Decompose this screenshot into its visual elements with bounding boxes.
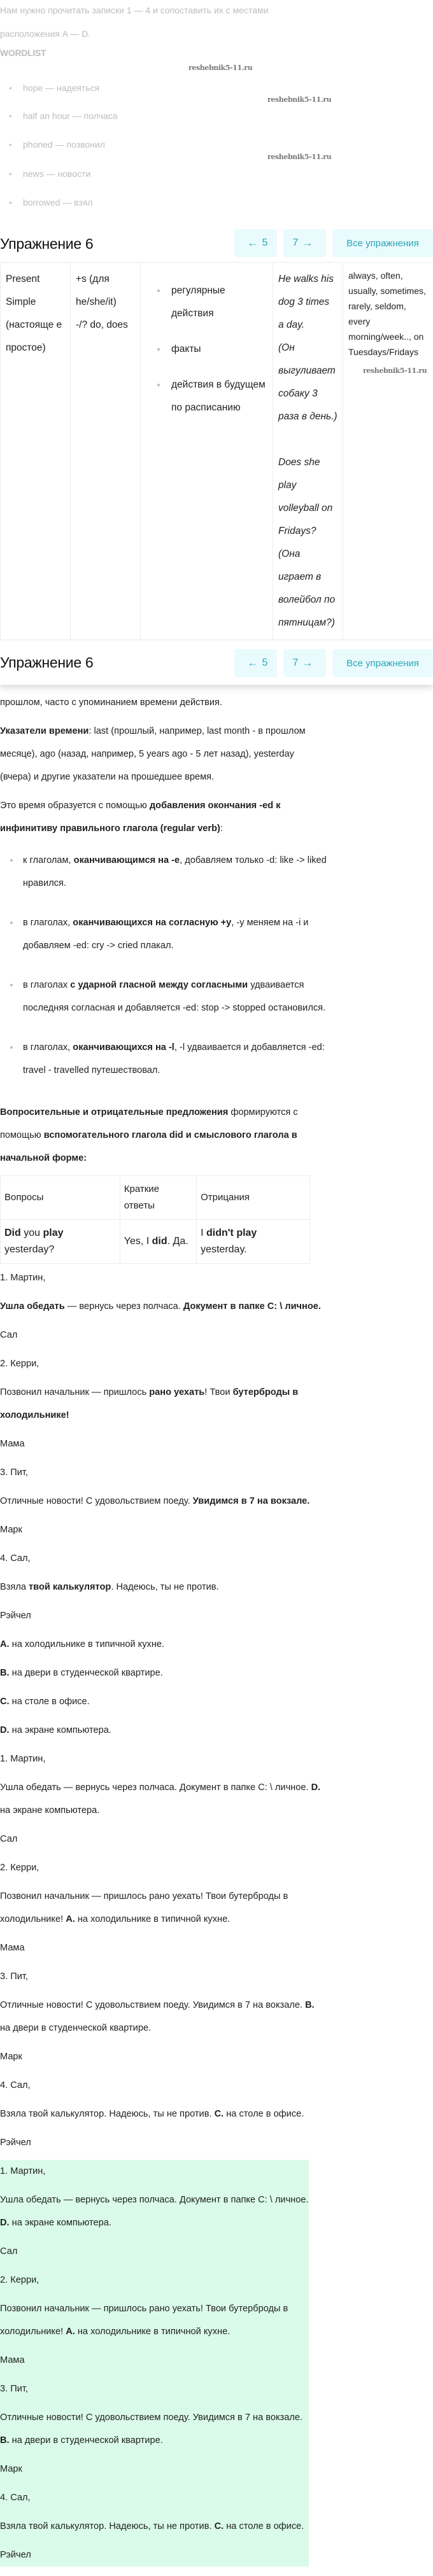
exercise-header (0, 227, 433, 262)
text-run: , добавляем только -d: like -> liked нравился. (23, 855, 327, 888)
time-markers-cell: always, often, usually, sometimes, rarely, seldom, every morning/week.., on Tuesdays/Fridays (343, 263, 433, 640)
text-run: . Надеюсь, ты не против. (111, 1582, 219, 1592)
text-run: на экране компьютера. (0, 1805, 100, 1816)
bold-text: B. (0, 1668, 10, 1678)
paragraph (0, 1776, 325, 1822)
text-run: формируются с помощью (0, 1107, 298, 1140)
text-run: на двери в студенческой квартире. (9, 2435, 163, 2446)
text-run: Взяла (0, 1582, 29, 1592)
bullet-icon: • (9, 197, 12, 207)
text-run: 3. Пит, (0, 1971, 28, 1982)
bold-text: оканчивающихся на согласную +y (73, 918, 232, 928)
text-run: на столе в офисе. (224, 2521, 304, 2531)
text-run: : (220, 823, 223, 834)
text-run: . Да. (167, 1236, 188, 1247)
bold-text: did (152, 1236, 167, 1247)
intro-text: расположения A — D. (0, 29, 91, 39)
bold-text: Вопросительные и отрицательные предложения (0, 1107, 229, 1117)
text-run: — вернусь через полчаса. (64, 1301, 183, 1312)
paragraph (0, 2349, 309, 2372)
intro-text: Нам нужно прочитать записки 1 — 4 и сопоставить их с местами (0, 5, 269, 15)
paragraph (0, 1576, 325, 1599)
text-run: в глаголах, (23, 1042, 73, 1053)
wordlist-title: WORDLIST (0, 48, 46, 58)
text-run: 4. Сал, (0, 2493, 31, 2503)
prev-label: 5 (262, 657, 268, 668)
text-run: Отличные новости! С удовольствием поеду. (0, 1496, 193, 1506)
bold-text: A. (66, 2327, 75, 2337)
bullet-icon: • (9, 139, 12, 150)
next-exercise-button[interactable] (283, 229, 326, 257)
text-run: Позвонил начальник — пришлось рано уехать! Твои бутерброды в холодильнике! (0, 1891, 288, 1924)
text-run: на холодильнике в типичной кухне. (75, 1914, 231, 1924)
text-run: на экране компьютера. (9, 2218, 111, 2228)
text-run: на холодильнике в типичной кухне. (75, 2327, 231, 2337)
prev-label: 5 (262, 237, 268, 248)
paragraph (0, 1662, 325, 1684)
text-run: Рэйчел (0, 2138, 31, 2148)
bold-text: Указатели времени (0, 726, 89, 736)
text-run: на холодильнике в типичной кухне. (9, 1639, 165, 1649)
bold-text: B. (0, 2435, 10, 2446)
text-run: Сал (0, 2246, 18, 2257)
bold-text: D. (0, 2218, 10, 2228)
bold-text: D. (0, 1725, 10, 1735)
text-run: 2. Керри, (0, 1863, 39, 1873)
bold-text: C. (214, 2109, 224, 2119)
intro-section (0, 0, 433, 216)
list-item (23, 849, 335, 895)
paragraph (0, 1994, 325, 2040)
watermark: reshebnik5-11.ru (267, 95, 332, 104)
paragraph (0, 1828, 325, 1851)
paragraph (0, 1885, 325, 1931)
form-affirmative: +s (для he/she/it) (76, 274, 117, 307)
paragraph (0, 1936, 325, 1959)
table-cell (1, 1220, 120, 1264)
paragraph (0, 2486, 309, 2509)
example-text: Does she play volleyball on Fridays? (278, 457, 333, 536)
text-run: ! Твои (204, 1387, 233, 1397)
watermark: reshebnik5-11.ru (267, 153, 332, 161)
all-exercises-button[interactable]: Все упражнения (332, 229, 433, 257)
bold-text: добавления окончания -ed к инфинитиву правильного глагола (regular verb) (0, 801, 281, 834)
text-run: Рэйчел (0, 2550, 31, 2560)
paragraph (0, 2377, 309, 2400)
main-flow (0, 262, 433, 2572)
text-run: Марк (0, 2464, 22, 2474)
paragraph (0, 2045, 325, 2068)
text-run: 1. Мартин, (0, 1754, 46, 1764)
text-run: Взяла твой калькулятор. Надеюсь, ты не против. (0, 2521, 215, 2531)
text-run: Позвонил начальник — пришлось (0, 1387, 150, 1397)
arrow-right-icon: → (302, 657, 313, 669)
text-run: Это время образуется с помощью (0, 801, 150, 811)
paragraph (0, 2458, 309, 2481)
paragraph (0, 1101, 325, 1170)
watermark: reshebnik5-11.ru (188, 64, 253, 72)
column-header: Отрицания (197, 1176, 310, 1220)
paragraph (0, 1266, 325, 1289)
paragraph (0, 2515, 309, 2538)
bold-text: C. (0, 1697, 10, 1707)
text-run: на двери в студенческой квартире. (0, 2023, 152, 2033)
next-label: 7 (292, 237, 299, 248)
example-text: He walks his dog 3 times a day. (278, 274, 334, 330)
text-run: Yes, I (124, 1236, 152, 1247)
paragraph (0, 1352, 325, 1375)
bold-text: A. (0, 1639, 10, 1649)
text-run: на двери в студенческой квартире. (9, 1668, 163, 1678)
text-run: Рэйчел (0, 1611, 31, 1621)
page-title: Упражнение 6 (0, 654, 94, 671)
bold-text: твой калькулятор (29, 1582, 111, 1592)
paragraph (0, 2074, 325, 2097)
example-cell (273, 263, 343, 640)
column-header: Краткие ответы (120, 1176, 196, 1220)
arrow-left-icon: ← (247, 237, 259, 249)
bold-text: A. (66, 1914, 75, 1924)
form-cell (71, 263, 141, 640)
bold-text: рано уехать (149, 1387, 205, 1397)
word-item: borrowed — взял (23, 197, 93, 207)
word-item: half an hour — полчаса (23, 111, 118, 121)
rules-list (0, 849, 335, 1082)
table-row (1, 1220, 310, 1264)
text-run: на столе в офисе. (9, 1697, 90, 1707)
list-item (23, 1036, 335, 1082)
text-run: 1. Мартин, (0, 2166, 46, 2176)
paragraph (0, 2406, 309, 2452)
usage-item: действия в будущем по расписанию (171, 374, 267, 419)
text-run: : last (прошлый, например, last month - в прошлом месяце), ago (назад, например, 5 years ago - 5 лет назад), yesterday (вчера) и другие указатели на прошедшее время. (0, 726, 306, 782)
text-run: yesterday. (201, 1244, 247, 1255)
bold-text: D. (311, 1782, 321, 1793)
prev-exercise-button[interactable] (234, 649, 277, 677)
text-run: на столе в офисе. (224, 2109, 304, 2119)
bold-text: оканчивающимся на -e (73, 855, 180, 865)
bold-text: B. (305, 2000, 315, 2010)
paragraph (0, 1432, 325, 1455)
text-run: 3. Пит, (0, 1467, 28, 1478)
word-item: phoned — позвонил (23, 139, 105, 150)
arrow-right-icon: → (302, 237, 313, 249)
list-item (23, 911, 335, 957)
text-run: Отличные новости! С удовольствием поеду. Увидимся в 7 на вокзале. (0, 2412, 303, 2423)
paragraph (0, 2160, 309, 2183)
text-run: Мама (0, 1439, 25, 1449)
paragraph (0, 1633, 325, 1656)
paragraph (0, 1547, 325, 1570)
text-run: Марк (0, 1525, 22, 1535)
text-run: удваивается последняя согласная и добавляется -ed: stop -> stopped остановился. (23, 980, 326, 1013)
form-negative-question: -/? do, does (76, 319, 128, 330)
arrow-left-icon: ← (247, 657, 259, 669)
paragraph (0, 2131, 325, 2154)
text-run: Марк (0, 2052, 22, 2062)
text-run: , -y меняем на -i и добавляем -ed: cry -> cried плакал. (23, 918, 309, 951)
word-item: news — новости (23, 169, 91, 179)
tense-name-cell: Present Simple (настояще е простое) (1, 263, 71, 640)
text-run: Взяла твой калькулятор. Надеюсь, ты не против. (0, 2109, 215, 2119)
sticky-exercise-header (0, 640, 433, 685)
paragraph (0, 2188, 309, 2234)
text-run: на экране компьютера. (9, 1725, 111, 1735)
text-run: I (201, 1228, 206, 1238)
text-run: , -l удваивается и добавляется -ed: travel - travelled путешествовал. (23, 1042, 325, 1075)
next-label: 7 (292, 657, 299, 668)
text-run: к глаголам, (23, 855, 74, 865)
solution-content (0, 685, 325, 2566)
text-run: 3. Пит, (0, 2384, 28, 2394)
usage-item: регулярные действия (171, 279, 267, 325)
paragraph (0, 1604, 325, 1627)
watermark: reshebnik5-11.ru (363, 367, 427, 375)
paragraph (0, 1490, 325, 1513)
text-run: в глаголах (23, 980, 71, 990)
paragraph (0, 1719, 325, 1742)
paragraph (0, 1518, 325, 1541)
bold-text: C. (214, 2521, 224, 2531)
page-title: Упражнение 6 (0, 235, 94, 252)
paragraph (0, 2103, 325, 2125)
text-run: Сал (0, 1834, 18, 1844)
bold-text: оканчивающихся на -l (73, 1042, 174, 1053)
text-run: Отличные новости! С удовольствием поеду. Увидимся в 7 на вокзале. (0, 2000, 306, 2010)
paragraph (0, 2297, 309, 2343)
bold-text: бутерброды в холодильнике! (0, 1387, 299, 1420)
paragraph (0, 1747, 325, 1770)
table-cell (197, 1220, 310, 1264)
all-exercises-button[interactable]: Все упражнения (332, 649, 433, 677)
bullet-icon: • (9, 83, 12, 93)
text-run: 4. Сал, (0, 2080, 31, 2090)
bold-text: с ударной гласной между согласными (70, 980, 248, 990)
bold-text: Увидимся в 7 на вокзале. (192, 1496, 310, 1506)
next-exercise-button[interactable] (283, 649, 326, 677)
bold-text: play (43, 1228, 64, 1238)
paragraph (0, 1295, 325, 1318)
text-run: yesterday? (4, 1244, 55, 1255)
text-run: в глаголах, (23, 918, 73, 928)
usage-item: факты (171, 338, 267, 361)
bold-text: Документ в папке C: \ личное. (183, 1301, 321, 1312)
text-run: you (20, 1228, 43, 1238)
paragraph (0, 720, 325, 788)
bold-text: Ушла обедать (0, 1301, 65, 1312)
tense-table (0, 262, 433, 640)
text-run: 1. Мартин, (0, 1273, 46, 1283)
prev-exercise-button[interactable] (234, 229, 277, 257)
paragraph (0, 1690, 325, 1713)
paragraph (0, 691, 325, 714)
text-run: Позвонил начальник — пришлось рано уехать! Твои бутерброды в холодильнике! (0, 2304, 288, 2337)
bullet-icon: • (9, 169, 12, 179)
example-translation: (Он выгуливает собаку 3 раза в день.) (278, 342, 337, 422)
text-run: Сал (0, 1330, 18, 1340)
paragraph (0, 1381, 325, 1427)
table-cell (120, 1220, 196, 1264)
paragraph (0, 2269, 309, 2292)
text-run: Ушла обедать — вернусь через полчаса. Документ в папке C: \ личное. (0, 1782, 311, 1793)
paragraph (0, 1461, 325, 1484)
text-run: 4. Сал, (0, 1553, 31, 1564)
word-item: hope — надеяться (23, 83, 100, 93)
text-run: Ушла обедать — вернусь через полчаса. Документ в папке C: \ личное. (0, 2195, 309, 2205)
text-run: Мама (0, 1943, 25, 1953)
bold-text: didn't play (206, 1228, 257, 1238)
paragraph (0, 1324, 325, 1347)
text-run: прошлом, часто с упоминанием времени действия. (0, 697, 222, 708)
usage-cell (141, 263, 273, 640)
bold-text: вспомогательного глагола did и смыслового глагола в начальной форме: (0, 1130, 297, 1163)
text-run: Мама (0, 2355, 25, 2365)
did-table (0, 1175, 310, 1264)
paragraph (0, 794, 325, 840)
paragraph (0, 2240, 309, 2263)
text-run: 2. Керри, (0, 2275, 39, 2285)
text-run: 2. Керри, (0, 1359, 39, 1369)
answer-box (0, 2160, 309, 2566)
bold-text: Did (4, 1228, 21, 1238)
paragraph (0, 1856, 325, 1879)
example-translation: (Она играет в волейбол по пятницам?) (278, 549, 336, 628)
list-item (23, 974, 335, 1019)
column-header: Вопросы (1, 1176, 120, 1220)
table-row (1, 263, 433, 640)
table-header-row (1, 1176, 310, 1220)
paragraph (0, 2544, 309, 2566)
paragraph (0, 1965, 325, 1988)
bullet-icon: • (9, 111, 12, 121)
